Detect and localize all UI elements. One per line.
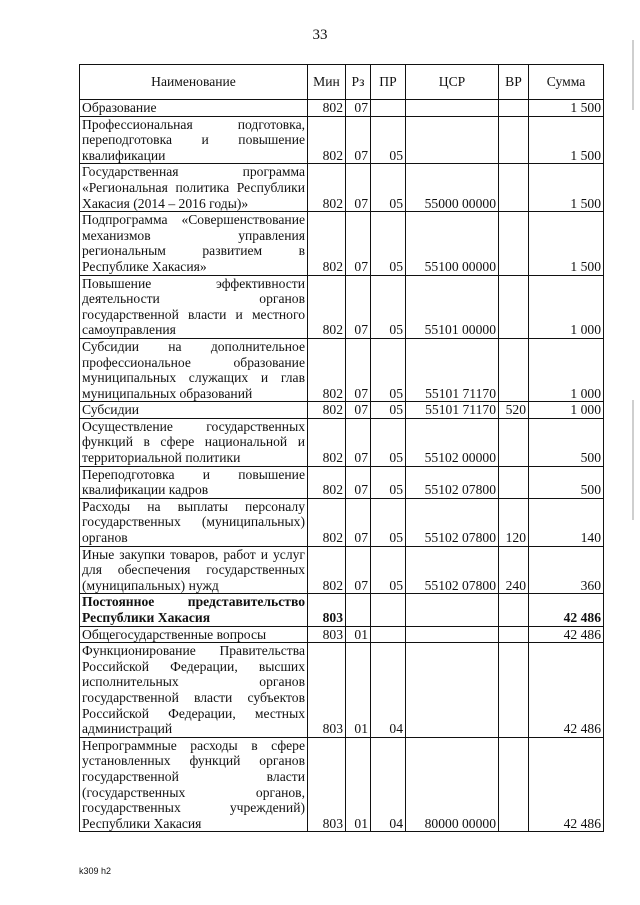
header-csr: ЦСР	[406, 65, 499, 100]
cell-pr: 05	[371, 546, 406, 594]
cell-vr	[499, 338, 529, 401]
cell-min: 802	[308, 546, 346, 594]
footer-code: k309 h2	[79, 866, 112, 876]
cell-rz: 07	[346, 418, 371, 466]
cell-sum: 1 500	[529, 100, 604, 117]
cell-name: Государственная программа «Региональная политика Республики Хакасия (2014 – 2016 годы)»	[80, 164, 308, 212]
table-row	[80, 626, 604, 643]
cell-min: 803	[308, 594, 346, 626]
cell-name: Подпрограмма «Совершенствование механизмов управления региональным развитием в Республике Хакасия»	[80, 212, 308, 275]
cell-min: 802	[308, 418, 346, 466]
cell-pr: 05	[371, 466, 406, 498]
cell-name: Образование	[80, 100, 308, 117]
cell-vr: 120	[499, 498, 529, 546]
cell-sum: 1 500	[529, 212, 604, 275]
cell-min: 802	[308, 275, 346, 338]
cell-vr	[499, 643, 529, 738]
cell-sum: 360	[529, 546, 604, 594]
table-row	[80, 546, 604, 594]
table-row	[80, 418, 604, 466]
cell-csr	[406, 643, 499, 738]
cell-name: Профессиональная подготовка, переподготовка и повышение квалификации	[80, 116, 308, 164]
table-row	[80, 594, 604, 626]
table-body	[80, 100, 604, 832]
cell-name: Повышение эффективности деятельности органов государственной власти и местного самоуправления	[80, 275, 308, 338]
header-rz: Рз	[346, 65, 371, 100]
header-vr: ВР	[499, 65, 529, 100]
cell-name: Иные закупки товаров, работ и услуг для обеспечения государственных (муниципальных) нужд	[80, 546, 308, 594]
cell-rz: 01	[346, 626, 371, 643]
cell-csr	[406, 594, 499, 626]
page-number: 33	[312, 27, 328, 43]
cell-pr: 05	[371, 402, 406, 419]
cell-name: Субсидии	[80, 402, 308, 419]
cell-rz: 07	[346, 164, 371, 212]
cell-rz: 07	[346, 275, 371, 338]
cell-pr: 05	[371, 116, 406, 164]
cell-vr	[499, 594, 529, 626]
cell-sum: 1 500	[529, 164, 604, 212]
cell-sum: 1 000	[529, 338, 604, 401]
cell-rz: 07	[346, 466, 371, 498]
cell-sum: 1 000	[529, 402, 604, 419]
header-name: Наименование	[80, 65, 308, 100]
cell-vr	[499, 116, 529, 164]
cell-pr: 05	[371, 164, 406, 212]
cell-csr	[406, 116, 499, 164]
table-row	[80, 466, 604, 498]
cell-rz: 01	[346, 737, 371, 832]
cell-pr: 05	[371, 498, 406, 546]
cell-rz	[346, 594, 371, 626]
cell-vr	[499, 737, 529, 832]
table-row	[80, 338, 604, 401]
cell-csr: 55100 00000	[406, 212, 499, 275]
cell-sum: 140	[529, 498, 604, 546]
cell-csr: 55102 07800	[406, 546, 499, 594]
cell-vr	[499, 212, 529, 275]
cell-sum: 1 000	[529, 275, 604, 338]
cell-csr	[406, 100, 499, 117]
table-row	[80, 212, 604, 275]
cell-vr	[499, 275, 529, 338]
cell-pr: 04	[371, 737, 406, 832]
cell-name: Субсидии на дополнительное профессиональное образование муниципальных служащих и глав муниципальных образований	[80, 338, 308, 401]
budget-table	[79, 64, 604, 832]
cell-name: Осуществление государственных функций в сфере национальной и территориальной политики	[80, 418, 308, 466]
cell-vr	[499, 466, 529, 498]
cell-csr: 55102 07800	[406, 498, 499, 546]
cell-rz: 07	[346, 338, 371, 401]
header-sum: Сумма	[529, 65, 604, 100]
cell-vr: 240	[499, 546, 529, 594]
cell-name: Общегосударственные вопросы	[80, 626, 308, 643]
table-row	[80, 164, 604, 212]
cell-sum: 42 486	[529, 626, 604, 643]
cell-csr: 55101 71170	[406, 402, 499, 419]
table-row	[80, 275, 604, 338]
cell-name: Переподготовка и повышение квалификации кадров	[80, 466, 308, 498]
cell-csr: 80000 00000	[406, 737, 499, 832]
cell-pr: 05	[371, 418, 406, 466]
cell-name: Функционирование Правительства Российской Федерации, высших исполнительных органов государственной власти субъектов Российской Федерации, местных администраций	[80, 643, 308, 738]
cell-csr	[406, 626, 499, 643]
cell-min: 803	[308, 626, 346, 643]
header-min: Мин	[308, 65, 346, 100]
cell-csr: 55101 71170	[406, 338, 499, 401]
cell-sum: 500	[529, 466, 604, 498]
table-row	[80, 498, 604, 546]
cell-name: Постоянное представительство Республики Хакасия	[80, 594, 308, 626]
cell-pr: 05	[371, 338, 406, 401]
cell-sum: 500	[529, 418, 604, 466]
cell-pr: 04	[371, 643, 406, 738]
cell-min: 802	[308, 466, 346, 498]
cell-rz: 07	[346, 212, 371, 275]
cell-pr: 05	[371, 212, 406, 275]
cell-min: 802	[308, 498, 346, 546]
cell-pr: 05	[371, 275, 406, 338]
cell-min: 802	[308, 100, 346, 117]
table-row	[80, 402, 604, 419]
cell-min: 803	[308, 737, 346, 832]
cell-rz: 07	[346, 498, 371, 546]
cell-rz: 01	[346, 643, 371, 738]
cell-name: Расходы на выплаты персоналу государственных (муниципальных) органов	[80, 498, 308, 546]
scan-edge-mark	[632, 40, 634, 110]
cell-vr: 520	[499, 402, 529, 419]
cell-sum: 1 500	[529, 116, 604, 164]
cell-min: 802	[308, 164, 346, 212]
cell-csr: 55101 00000	[406, 275, 499, 338]
cell-vr	[499, 164, 529, 212]
cell-min: 803	[308, 643, 346, 738]
cell-rz: 07	[346, 546, 371, 594]
cell-name: Непрограммные расходы в сфере установленных функций органов государственной власти (государственных органов, государственных учреждений) Республики Хакасия	[80, 737, 308, 832]
cell-csr: 55102 07800	[406, 466, 499, 498]
cell-min: 802	[308, 116, 346, 164]
cell-pr	[371, 626, 406, 643]
cell-min: 802	[308, 402, 346, 419]
cell-pr	[371, 100, 406, 117]
cell-sum: 42 486	[529, 594, 604, 626]
cell-rz: 07	[346, 116, 371, 164]
cell-min: 802	[308, 338, 346, 401]
cell-min: 802	[308, 212, 346, 275]
cell-sum: 42 486	[529, 737, 604, 832]
cell-vr	[499, 626, 529, 643]
table-row	[80, 100, 604, 117]
cell-vr	[499, 100, 529, 117]
table-row	[80, 737, 604, 832]
cell-vr	[499, 418, 529, 466]
cell-pr	[371, 594, 406, 626]
cell-csr: 55000 00000	[406, 164, 499, 212]
table-row	[80, 116, 604, 164]
table-header-row	[80, 65, 604, 100]
cell-sum: 42 486	[529, 643, 604, 738]
cell-rz: 07	[346, 100, 371, 117]
table-row	[80, 643, 604, 738]
cell-csr: 55102 00000	[406, 418, 499, 466]
cell-rz: 07	[346, 402, 371, 419]
header-pr: ПР	[371, 65, 406, 100]
scan-edge-mark	[632, 400, 634, 520]
